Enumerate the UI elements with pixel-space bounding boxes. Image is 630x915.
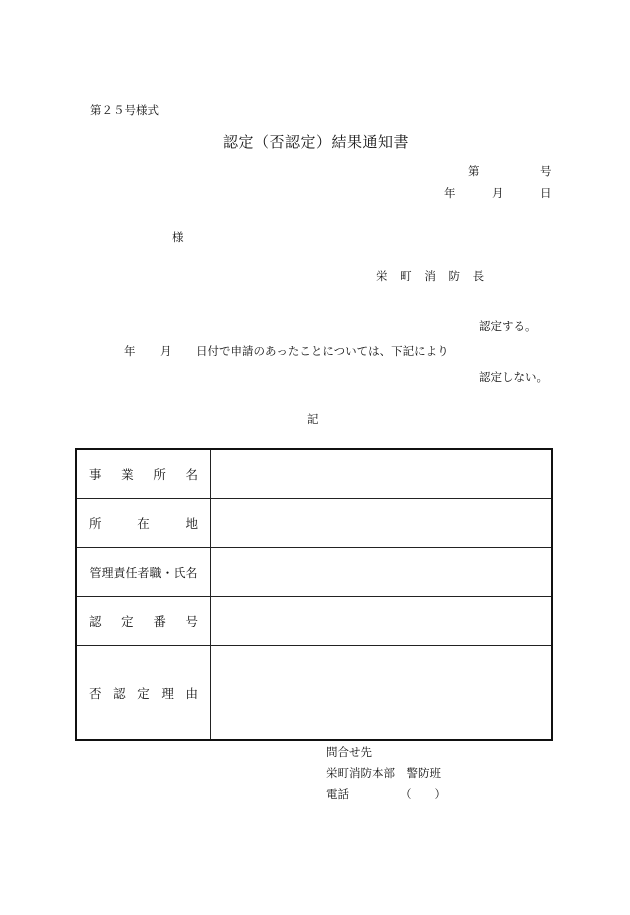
table-row <box>76 597 552 646</box>
body-sentence: 日付で申請のあったことについては、下記により <box>196 344 449 358</box>
sender-char: 長 <box>472 269 485 283</box>
sender-name <box>376 268 484 284</box>
sender-char: 町 <box>400 269 412 283</box>
sender-char: 防 <box>448 269 460 283</box>
table-row <box>76 548 552 597</box>
recipient-honorific: 様 <box>172 230 184 244</box>
row-value-business-name[interactable] <box>211 449 553 499</box>
record-table <box>75 448 553 741</box>
body-year: 年 <box>124 344 136 358</box>
row-value-cert-number[interactable] <box>211 597 553 646</box>
row-value-manager[interactable] <box>211 548 553 597</box>
date-year: 年 <box>444 186 456 200</box>
contact-phone-parens: （ ） <box>400 787 446 801</box>
option-not-certify: 認定しない。 <box>479 370 548 384</box>
date-day: 日 <box>540 186 552 200</box>
row-label-business-name: 事 業 所 名 <box>76 449 211 499</box>
ki-heading: 記 <box>307 412 319 426</box>
row-label-manager: 管理責任者職・氏名 <box>76 548 211 597</box>
row-label-cert-number: 認 定 番 号 <box>76 597 211 646</box>
body-month: 月 <box>160 344 172 358</box>
contact-phone-label: 電話 <box>326 787 349 801</box>
row-value-rejection-reason[interactable] <box>211 646 553 741</box>
form-number: 第２５号様式 <box>90 103 159 117</box>
row-value-location[interactable] <box>211 499 553 548</box>
row-label-location: 所 在 地 <box>76 499 211 548</box>
table-row <box>76 449 552 499</box>
date-month: 月 <box>492 186 504 200</box>
row-label-rejection-reason: 否 認 定 理 由 <box>76 646 211 741</box>
option-certify: 認定する。 <box>479 319 537 333</box>
contact-dept: 栄町消防本部 警防班 <box>326 766 441 780</box>
doc-number-prefix: 第 <box>468 164 480 178</box>
doc-number-suffix: 号 <box>540 164 552 178</box>
table-row <box>76 646 552 741</box>
document-title: 認定（否認定）結果通知書 <box>223 133 410 151</box>
contact-heading: 問合せ先 <box>326 745 372 759</box>
table-row <box>76 499 552 548</box>
sender-char: 栄 <box>376 269 388 283</box>
sender-char: 消 <box>424 269 436 283</box>
